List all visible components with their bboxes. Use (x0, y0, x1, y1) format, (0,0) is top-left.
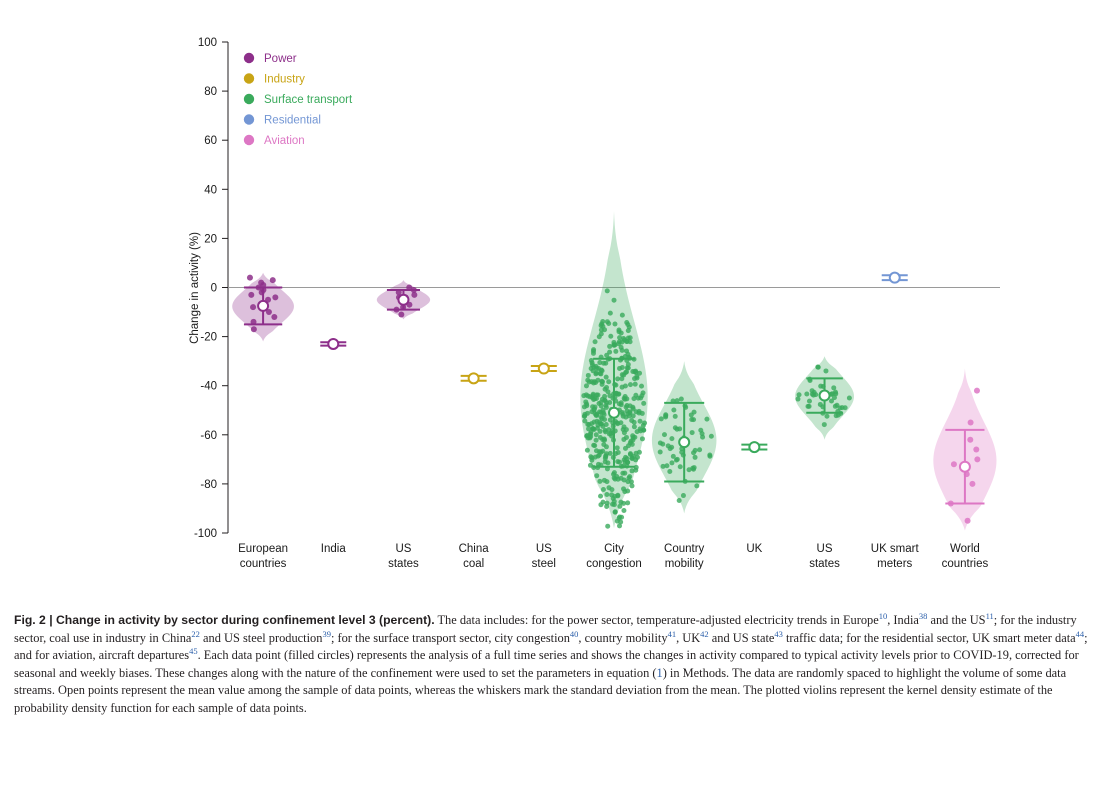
caption-body-7: , country mobility (578, 630, 668, 645)
data-point (679, 397, 684, 402)
data-point (625, 352, 630, 357)
violin-group (933, 369, 996, 531)
data-point (594, 448, 599, 453)
data-point (624, 320, 629, 325)
x-tick-label: mobility (664, 558, 704, 570)
data-point (662, 432, 667, 437)
ref-40: 40 (569, 628, 579, 639)
data-point (678, 464, 683, 469)
data-point (585, 448, 590, 453)
data-point (604, 451, 609, 456)
caption-bold-lead: Fig. 2 | Change in activity by sector during confinement level 3 (percent). (14, 613, 435, 627)
violin-group (377, 280, 430, 319)
ref-44: 44 (1075, 628, 1085, 639)
data-point (628, 439, 633, 444)
x-tick-label: coal (463, 558, 485, 570)
violin-series-group (232, 211, 996, 530)
data-point (605, 389, 610, 394)
data-point (620, 385, 625, 390)
data-point (608, 431, 613, 436)
y-tick-label: 60 (204, 135, 217, 148)
data-point (624, 435, 629, 440)
data-point (605, 524, 610, 529)
data-point (818, 402, 823, 407)
y-tick-label: 20 (204, 233, 217, 246)
mean-marker (328, 339, 338, 349)
caption-body-8: , UK (676, 630, 701, 645)
data-point (630, 433, 635, 438)
data-point (687, 467, 692, 472)
legend-label: Industry (264, 73, 305, 86)
data-point (604, 385, 609, 390)
mean-marker (890, 273, 900, 283)
x-tick-label: states (388, 558, 419, 570)
data-point (612, 298, 617, 303)
data-point (612, 322, 617, 327)
violin-group (795, 356, 854, 439)
data-point (829, 399, 834, 404)
caption-body-13: ) in Methods. The data are randomly spaced to highlight the volume of some data streams. Open points represent the mean value among the sample of data points, whereas the whiskers mark the standard deviation from the mean. The plotted violins represent the kernel density estimate of the probability density function for each sample of data points. (14, 665, 1067, 715)
data-point (622, 471, 627, 476)
data-point (818, 384, 823, 389)
data-point (633, 382, 638, 387)
data-point (625, 403, 630, 408)
data-point (616, 516, 621, 521)
data-point (603, 456, 608, 461)
data-point (588, 463, 593, 468)
data-point (660, 442, 665, 447)
y-tick-label: -80 (200, 478, 217, 491)
data-point (632, 424, 637, 429)
data-point (637, 409, 642, 414)
data-point (628, 382, 633, 387)
mean-marker (539, 364, 549, 374)
x-tick-label: countries (941, 558, 989, 570)
mean-marker (749, 442, 759, 452)
violin-group (741, 442, 767, 452)
data-point (626, 328, 631, 333)
data-point (641, 423, 646, 428)
x-tick-label: China (458, 543, 489, 555)
data-point (690, 430, 695, 435)
data-point (621, 508, 626, 513)
data-point (601, 500, 606, 505)
data-point (813, 392, 818, 397)
caption-body-10: traffic data; for the residential sector, UK smart meter data (782, 630, 1076, 645)
violin-group (580, 211, 647, 528)
data-point (598, 494, 603, 499)
data-point (667, 469, 672, 474)
data-point (625, 409, 630, 414)
data-point (251, 326, 257, 332)
x-tick-label: meters (877, 558, 913, 570)
data-point (843, 405, 848, 410)
data-point (658, 449, 663, 454)
data-point (604, 422, 609, 427)
y-tick-label: 40 (204, 184, 217, 197)
data-point (638, 395, 643, 400)
mean-marker (960, 462, 970, 472)
data-point (586, 426, 591, 431)
data-point (611, 340, 616, 345)
data-point (692, 465, 697, 470)
data-point (591, 392, 596, 397)
data-point (823, 368, 828, 373)
x-tick-label: City (604, 543, 624, 555)
y-tick-label: -20 (200, 331, 217, 344)
data-point (604, 375, 609, 380)
data-point (632, 376, 637, 381)
data-point (629, 418, 634, 423)
violin-group (531, 364, 557, 374)
data-point (599, 404, 604, 409)
data-point (668, 446, 673, 451)
data-point (601, 442, 606, 447)
data-point (589, 358, 594, 363)
mean-marker (258, 301, 268, 311)
data-point (815, 365, 820, 370)
legend-label: Power (264, 53, 297, 66)
ref-39: 39 (322, 628, 331, 639)
ref-10: 10 (878, 610, 888, 621)
data-point (974, 388, 980, 394)
data-point (247, 275, 253, 281)
data-point (272, 294, 278, 300)
data-point (586, 373, 591, 378)
violin-group (320, 339, 346, 349)
x-tick-label: World (949, 543, 980, 555)
data-point (602, 438, 607, 443)
ref-11: 11 (985, 610, 994, 621)
data-point (624, 396, 629, 401)
data-point (585, 393, 590, 398)
data-point (411, 292, 417, 298)
ref-41: 41 (667, 628, 677, 639)
data-point (625, 456, 630, 461)
violin-group (882, 273, 908, 283)
data-point (691, 450, 696, 455)
ref-22: 22 (191, 628, 200, 639)
data-point (613, 349, 618, 354)
y-tick-label: -40 (200, 380, 217, 393)
caption-body-3: and the US (927, 613, 986, 627)
data-point (604, 479, 609, 484)
data-point (621, 486, 626, 491)
data-point (617, 366, 622, 371)
data-point (673, 414, 678, 419)
y-tick-label: -60 (200, 429, 217, 442)
data-point (594, 413, 599, 418)
equation-ref-link[interactable]: 1 (656, 665, 663, 680)
data-point (595, 426, 600, 431)
data-point (847, 395, 852, 400)
data-point (616, 477, 621, 482)
data-point (620, 372, 625, 377)
data-point (592, 396, 597, 401)
violin-group (652, 361, 717, 513)
data-point (671, 408, 676, 413)
data-point (628, 451, 633, 456)
data-point (603, 429, 608, 434)
data-point (590, 362, 595, 367)
ref-43: 43 (774, 628, 783, 639)
data-point (635, 429, 640, 434)
data-point (597, 453, 602, 458)
data-point (613, 510, 618, 515)
data-point (807, 399, 812, 404)
data-point (601, 487, 606, 492)
x-tick-label: states (809, 558, 840, 570)
data-point (615, 445, 620, 450)
data-point (640, 436, 645, 441)
x-tick-label: US (535, 543, 552, 555)
legend-marker (244, 114, 254, 124)
data-point (589, 421, 594, 426)
data-point (804, 392, 809, 397)
data-point (605, 288, 610, 293)
data-point (250, 304, 256, 310)
ref-42: 42 (700, 628, 709, 639)
data-point (633, 369, 638, 374)
caption-body-1: The data includes: for the power sector, temperature-adjusted electricity trends in Europe (434, 613, 879, 627)
data-point (619, 340, 624, 345)
data-point (604, 405, 609, 410)
data-point (965, 518, 971, 524)
data-point (597, 479, 602, 484)
data-point (675, 427, 680, 432)
data-point (694, 483, 699, 488)
data-point (698, 428, 703, 433)
data-point (697, 447, 702, 452)
x-tick-label: UK smart (870, 543, 919, 555)
data-point (627, 474, 632, 479)
data-point (625, 339, 630, 344)
x-tick-label: steel (531, 558, 556, 570)
data-point (609, 487, 614, 492)
data-point (671, 454, 676, 459)
data-point (600, 397, 605, 402)
data-point (693, 455, 698, 460)
caption-body-6: ; for the surface transport sector, city congestion (330, 630, 570, 645)
data-point (797, 392, 802, 397)
legend-marker (244, 53, 254, 63)
data-point (615, 493, 620, 498)
data-point (677, 498, 682, 503)
data-point (659, 416, 664, 421)
legend-label: Surface transport (264, 94, 353, 107)
data-point (599, 331, 604, 336)
mean-marker (820, 391, 830, 401)
data-point (612, 470, 617, 475)
legend-marker (244, 94, 254, 104)
mean-marker (469, 373, 479, 383)
mean-marker (398, 295, 408, 305)
data-point (692, 410, 697, 415)
caption-body-9: and US state (708, 630, 775, 645)
data-point (591, 351, 596, 356)
ref-45: 45 (189, 646, 198, 657)
data-point (598, 435, 603, 440)
data-point (709, 434, 714, 439)
data-point (607, 344, 612, 349)
data-point (689, 417, 694, 422)
legend-marker (244, 135, 254, 145)
data-point (620, 348, 625, 353)
caption-body-2: , India (887, 613, 919, 627)
y-tick-label: 100 (197, 37, 217, 49)
x-tick-label: countries (239, 558, 287, 570)
data-point (626, 443, 631, 448)
data-point (594, 473, 599, 478)
data-point (824, 414, 829, 419)
data-point (593, 339, 598, 344)
mean-marker (679, 437, 689, 447)
data-point (594, 366, 599, 371)
data-point (587, 380, 592, 385)
data-point (669, 460, 674, 465)
mean-marker (609, 408, 619, 418)
data-point (669, 436, 674, 441)
legend-marker (244, 73, 254, 83)
data-point (630, 483, 635, 488)
data-point (969, 481, 975, 487)
data-point (586, 435, 591, 440)
data-point (626, 365, 631, 370)
data-point (639, 384, 644, 389)
caption-body-12: . Each data point (filled circles) represents the analysis of a full time series and shows the changes in activity compared to typical activity levels prior to COVID-19, corrected for seasonal and weekly biases. These changes along with the nature of the confinement were used to set the parameters in equation ( (14, 648, 1079, 680)
x-tick-label: congestion (586, 558, 642, 570)
data-point (248, 292, 254, 298)
y-tick-label: 0 (210, 282, 217, 295)
data-point (831, 385, 836, 390)
caption-body-4: ; for the industry sector, coal use in industry in China (14, 613, 1077, 645)
data-point (641, 401, 646, 406)
y-tick-label: 80 (204, 86, 217, 99)
data-point (606, 379, 611, 384)
data-point (807, 404, 812, 409)
data-point (604, 492, 609, 497)
data-point (592, 443, 597, 448)
legend-label: Aviation (264, 135, 305, 148)
data-point (598, 371, 603, 376)
violin-group (232, 273, 294, 342)
data-point (618, 420, 623, 425)
data-point (822, 422, 827, 427)
data-point (973, 447, 979, 453)
data-point (270, 277, 276, 283)
data-point (610, 502, 615, 507)
data-point (271, 314, 277, 320)
data-point (622, 478, 627, 483)
data-point (594, 438, 599, 443)
data-point (704, 417, 709, 422)
data-point (608, 334, 613, 339)
data-point (661, 464, 666, 469)
data-point (601, 361, 606, 366)
data-point (606, 321, 611, 326)
x-tick-label: US (816, 543, 833, 555)
data-point (588, 454, 593, 459)
data-point (594, 432, 599, 437)
data-point (634, 451, 639, 456)
data-point (618, 500, 623, 505)
data-point (951, 461, 957, 467)
legend (244, 53, 353, 147)
data-point (630, 405, 635, 410)
x-tick-label: India (320, 543, 346, 555)
data-point (582, 412, 587, 417)
x-tick-label: European (238, 543, 289, 555)
violin-group (461, 373, 487, 383)
ref-38: 38 (918, 610, 928, 621)
data-point (795, 397, 800, 402)
data-point (602, 412, 607, 417)
data-point (398, 312, 404, 318)
data-point (833, 404, 838, 409)
data-point (968, 420, 974, 426)
x-tick-label: US (395, 543, 412, 555)
data-point (604, 504, 609, 509)
data-point (663, 414, 668, 419)
y-tick-label: -100 (193, 528, 217, 540)
data-point (967, 437, 973, 443)
data-point (615, 459, 620, 464)
x-tick-label: UK (746, 543, 763, 555)
caption-body-11: ; and for aviation, aircraft departures (14, 630, 1088, 663)
data-point (617, 329, 622, 334)
x-tick-label: Country (664, 543, 705, 555)
data-point (700, 435, 705, 440)
data-point (608, 311, 613, 316)
data-point (600, 319, 605, 324)
caption-body-5: and US steel production (199, 630, 323, 645)
data-point (619, 400, 624, 405)
data-point (638, 419, 643, 424)
data-point (707, 454, 712, 459)
data-point (584, 403, 589, 408)
data-point (599, 379, 604, 384)
legend-label: Residential (264, 114, 321, 127)
figure-caption (14, 612, 1096, 718)
data-point (625, 500, 630, 505)
y-axis-label: Change in activity (%) (189, 232, 201, 344)
data-point (620, 313, 625, 318)
data-point (974, 456, 980, 462)
x-axis-category-labels (238, 543, 988, 570)
data-point (607, 400, 612, 405)
data-point (681, 493, 686, 498)
data-point (591, 407, 596, 412)
data-point (622, 424, 627, 429)
